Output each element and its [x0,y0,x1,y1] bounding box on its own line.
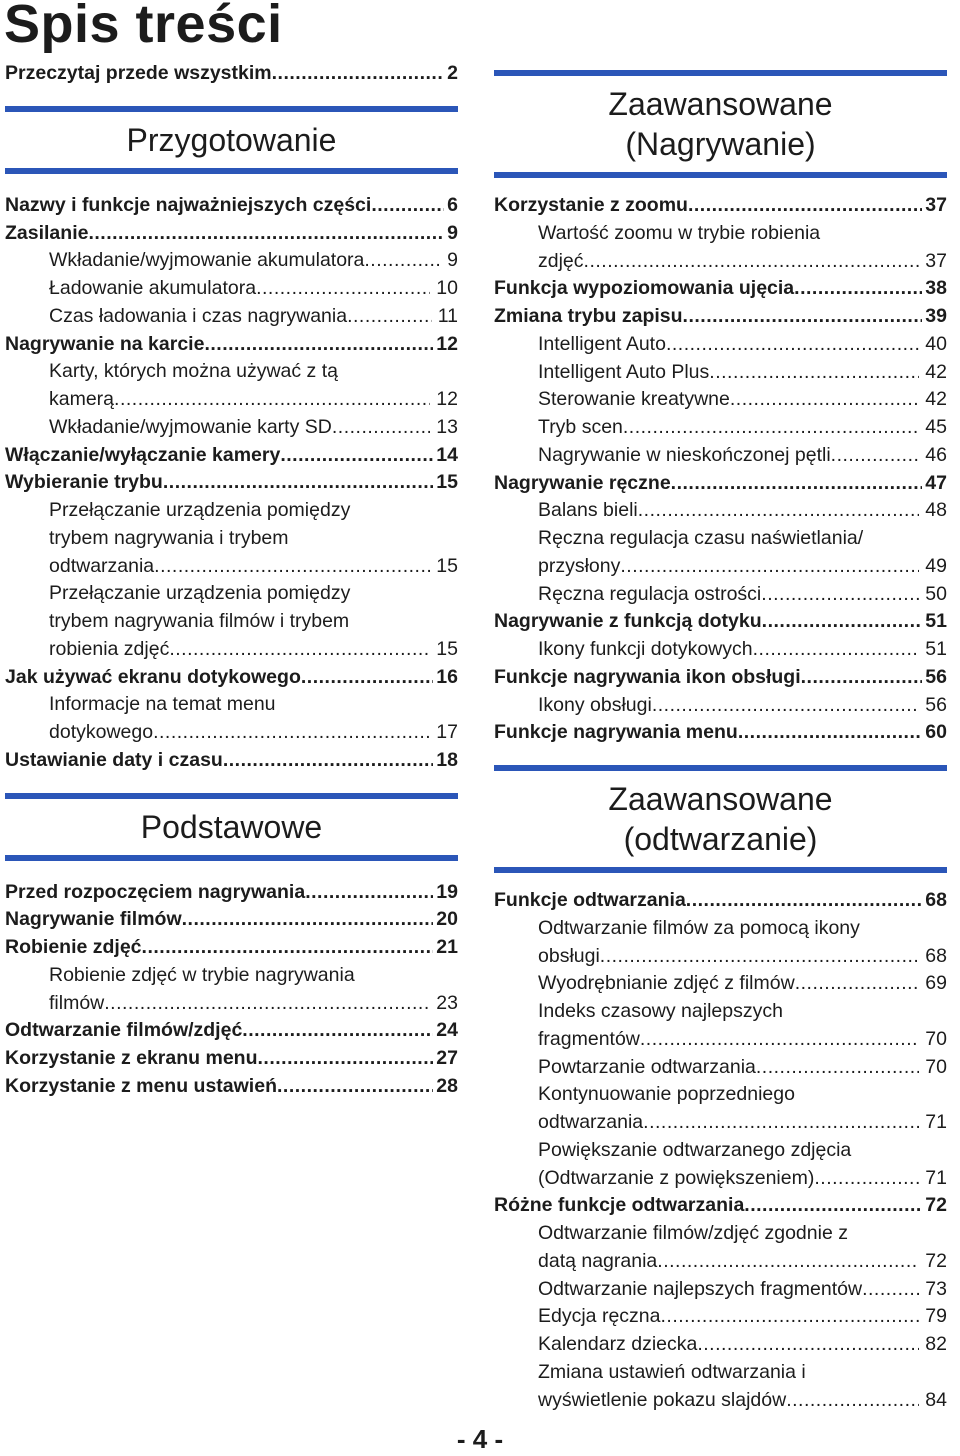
toc-sub-entry[interactable] [494,1303,947,1331]
toc-page-number: 13 [436,415,458,438]
toc-entry-text-line: trybem nagrywania filmów i trybem [49,610,350,632]
toc-page-number: 39 [925,305,947,327]
toc-page-number: 69 [925,972,947,995]
toc-list-przygotowanie [5,192,458,775]
dot-leader [652,692,919,720]
dot-leader [88,220,444,248]
dot-leader [814,1165,919,1193]
dot-leader [688,192,922,220]
toc-sub-entry[interactable] [494,414,947,442]
toc-entry-title: wyświetlenie pokazu slajdów [538,1388,787,1411]
toc-entry-title: filmów [49,991,105,1014]
toc-page-number: 73 [925,1277,947,1300]
toc-page-number: 23 [436,991,458,1014]
toc-page-number: 28 [436,1074,458,1097]
toc-entry-title: Wkładanie/wyjmowanie akumulatora [49,249,365,272]
section-heading-line-1: Zaawansowane [608,86,833,122]
toc-entry-title: fragmentów [538,1027,640,1050]
toc-entry-title: Jak używać ekranu dotykowego [5,665,301,688]
toc-sub-entry[interactable] [494,386,947,414]
toc-sub-entry[interactable] [494,943,947,971]
toc-entry-text-line: trybem nagrywania i trybem [49,526,289,549]
toc-entry-text-line: Kontynuowanie poprzedniego [538,1083,795,1106]
toc-entry-title: obsługi [538,944,600,967]
toc-entry-title: Sterowanie kreatywne [538,388,730,411]
toc-entry-title: Edycja ręczna [538,1305,661,1328]
dot-leader [600,943,920,971]
dot-leader [204,331,433,359]
toc-main-entry[interactable] [5,220,458,248]
toc-entry-title: Funkcje nagrywania menu [494,721,738,744]
toc-page-number: 70 [925,1055,947,1078]
dot-leader [364,247,441,275]
section-heading-line-2: (odtwarzanie) [623,821,818,857]
toc-main-entry[interactable] [494,887,947,915]
toc-entry-title: Kalendarz dziecka [538,1333,698,1355]
dot-leader [794,275,922,303]
toc-sub-entry[interactable] [494,1387,947,1415]
toc-entry-title: Nagrywanie na karcie [5,332,205,355]
toc-page-number: 45 [925,416,947,438]
toc-page-number: 60 [925,721,947,744]
dot-leader [153,719,430,747]
toc-main-entry[interactable] [494,1192,947,1220]
toc-page-number: 2 [447,62,458,84]
dot-leader [258,1045,434,1073]
dot-leader [730,386,919,414]
section-heading-zaawansowane-odtwarzanie [494,765,947,873]
toc-page-number: 51 [925,638,947,660]
toc-entry-title: Ikony funkcji dotykowych [538,638,753,660]
toc-entry-title: Nagrywanie z funkcją dotyku [494,610,762,633]
dot-leader [272,60,445,88]
toc-entry-title: Ładowanie akumulatora [49,277,257,299]
dot-leader [584,248,920,276]
dot-leader [801,664,923,692]
dot-leader [347,303,432,331]
toc-page-number: 9 [447,249,458,272]
dot-leader [761,581,919,609]
section-heading-text: Podstawowe [140,808,323,845]
toc-entry-title: datą nagrania [538,1249,658,1272]
toc-entry-text-line: Przełączanie urządzenia pomiędzy [49,582,351,605]
toc-entry-title: Odtwarzanie filmów/zdjęć [5,1019,243,1042]
dot-leader [697,1331,919,1359]
toc-sub-entry[interactable] [5,719,458,747]
toc-entry-title: Wybieranie trybu [5,471,163,494]
dot-leader [223,747,433,775]
toc-page-number: 17 [436,721,458,743]
dot-leader [142,934,434,962]
toc-entry-title: Różne funkcje odtwarzania [494,1194,745,1217]
toc-page-number: 15 [436,637,458,660]
toc-main-entry[interactable] [5,934,458,962]
dot-leader [169,636,430,664]
dot-leader [332,414,430,442]
toc-entry-title: Przeczytaj przede wszystkim [5,62,272,84]
toc-sub-entry[interactable] [5,275,458,303]
dot-leader [762,608,923,636]
toc-page-number: 47 [925,471,947,494]
dot-leader [744,1192,922,1220]
dot-leader [256,275,430,303]
toc-entry-title: Korzystanie z ekranu menu [5,1047,258,1069]
dot-leader [657,1248,919,1276]
toc-page-number: 9 [447,221,458,244]
toc-sub-entry[interactable] [5,303,458,331]
toc-entry-text-line: Zmiana ustawień odtwarzania i [538,1360,806,1383]
toc-main-entry[interactable] [494,303,947,331]
toc-entry-title: Korzystanie z zoomu [494,194,688,216]
dot-leader [683,303,923,331]
toc-entry-title: Ręczna regulacja ostrości [538,582,762,605]
dot-leader [643,1109,919,1137]
toc-entry-title: Nagrywanie filmów [5,908,182,931]
toc-sub-entry[interactable] [494,553,947,581]
toc-main-entry[interactable] [5,906,458,934]
toc-page-number: 21 [436,936,458,958]
toc-sub-entry[interactable] [494,581,947,609]
toc-entry-title: Nagrywanie w nieskończonej pętli [538,443,831,466]
toc-sub-entry[interactable] [494,1248,947,1276]
toc-entry-title: Włączanie/wyłączanie kamery [5,443,281,466]
toc-sub-entry[interactable] [494,248,947,276]
toc-entry-title: Ustawianie daty i czasu [5,748,223,771]
toc-entry-text-line: Karty, których można używać z tą [49,360,338,383]
toc-page-number: 6 [447,193,458,216]
dot-leader [280,442,433,470]
dot-leader [831,442,920,470]
toc-entry-title: Intelligent Auto [538,332,666,355]
toc-left-column [5,60,458,1101]
dot-leader [623,414,919,442]
toc-entry-title: Ikony obsługi [538,693,652,716]
toc-page-number: 16 [436,665,458,688]
dot-leader [709,359,919,387]
toc-main-entry[interactable] [5,1017,458,1045]
toc-entry-title: Funkcja wypoziomowania ujęcia [494,277,795,300]
dot-leader [795,970,920,998]
section-heading-przygotowanie [5,106,458,174]
toc-sub-entry[interactable] [494,1165,947,1193]
dot-leader [786,1387,919,1415]
toc-sub-entry[interactable] [494,692,947,720]
toc-entry-title: Nazwy i funkcje najważniejszych części [5,193,372,216]
toc-list-zaawansowane-nagrywanie [494,192,947,747]
toc-list-zaawansowane-odtwarzanie [494,887,947,1414]
toc-sub-entry[interactable] [494,359,947,387]
dot-leader [620,553,919,581]
toc-main-entry[interactable] [5,60,458,88]
dot-leader [114,386,430,414]
dot-leader [753,636,920,664]
toc-page-number: 82 [925,1333,947,1355]
dot-leader [277,1073,433,1101]
dot-leader [686,887,923,915]
toc-main-entry[interactable] [494,719,947,747]
toc-page-number: 48 [925,499,947,522]
toc-page-number: 12 [436,388,458,410]
toc-sub-entry[interactable] [494,1109,947,1137]
toc-page-number: 38 [925,277,947,300]
toc-entry-title: Tryb scen [538,416,623,438]
page-number: - 4 - [456,1424,504,1454]
toc-main-entry[interactable] [494,664,947,692]
toc-sub-entry[interactable] [494,1331,947,1359]
toc-entry-title: Robienie zdjęć [5,936,142,958]
toc-page-number: 40 [925,332,947,355]
toc-entry-text-line: Odtwarzanie filmów/zdjęć zgodnie z [538,1222,848,1244]
toc-sub-entry[interactable] [494,497,947,525]
toc-main-entry[interactable] [5,747,458,775]
toc-right-column [494,70,947,1414]
toc-page-number: 46 [925,443,947,466]
toc-page-number: 56 [925,693,947,716]
dot-leader [163,469,433,497]
toc-entry-title: przysłony [538,554,621,577]
toc-page-number: 79 [925,1305,947,1328]
toc-page-number: 20 [436,908,458,931]
toc-sub-entry[interactable] [494,636,947,664]
toc-entry-title: Nagrywanie ręczne [494,471,671,494]
dot-leader [666,331,919,359]
toc-sub-entry[interactable] [5,990,458,1018]
toc-page-number: 12 [436,332,458,355]
toc-main-entry[interactable] [494,192,947,220]
toc-entry-title: Wkładanie/wyjmowanie karty SD [49,415,332,438]
dot-leader [756,1054,919,1082]
toc-page-number: 37 [925,249,947,272]
toc-entry-title: Odtwarzanie najlepszych fragmentów [538,1277,863,1300]
section-heading-line-1: Zaawansowane [608,781,833,817]
toc-main-entry[interactable] [494,275,947,303]
dot-leader [640,1026,919,1054]
toc-sub-entry[interactable] [5,386,458,414]
toc-page-number: 70 [925,1027,947,1050]
toc-entry-text-line: Ręczna regulacja czasu naświetlania/ [538,527,864,549]
toc-entry-text-line: Wartość zoomu w trybie robienia [538,221,821,244]
toc-sub-entry[interactable] [494,1276,947,1304]
toc-entry-title: Intelligent Auto Plus [538,360,710,383]
toc-page-number: 68 [925,889,947,911]
toc-page-number: 71 [925,1111,947,1133]
dot-leader [305,879,433,907]
toc-entry-title: dotykowego [49,721,154,743]
dot-leader [182,906,434,934]
toc-page-number: 72 [925,1249,947,1272]
toc-page-number: 50 [925,582,947,605]
toc-page-number: 42 [925,388,947,411]
toc-main-entry[interactable] [5,1045,458,1073]
toc-main-entry[interactable] [494,470,947,498]
section-heading-podstawowe [5,793,458,861]
toc-sub-entry[interactable] [494,970,947,998]
toc-entry-title: Powtarzanie odtwarzania [538,1055,756,1078]
toc-entry-text-line: Odtwarzanie filmów za pomocą ikony [538,916,860,939]
toc-entry-text-line: Informacje na temat menu [49,693,276,716]
section-heading-zaawansowane-nagrywanie [494,70,947,178]
toc-main-entry[interactable] [494,608,947,636]
toc-entry-title: odtwarzania [538,1111,644,1133]
toc-page-number: 42 [925,360,947,383]
toc-page-number: 49 [925,554,947,577]
toc-sub-entry[interactable] [494,442,947,470]
toc-page-number: 71 [925,1166,947,1189]
toc-main-entry[interactable] [5,331,458,359]
toc-entry-title: Zmiana trybu zapisu [494,305,683,327]
dot-leader [154,553,430,581]
toc-entry-title: robienia zdjęć [49,637,170,660]
dot-leader [671,470,923,498]
toc-entry-title: Czas ładowania i czas nagrywania [49,304,348,327]
page-title: Spis treści [4,0,283,54]
toc-main-entry[interactable] [5,879,458,907]
toc-page-number: 56 [925,665,947,688]
toc-sub-entry[interactable] [5,247,458,275]
dot-leader [104,990,430,1018]
toc-entry-text-line: Przełączanie urządzenia pomiędzy [49,499,351,521]
toc-page-number: 72 [925,1194,947,1217]
toc-main-entry[interactable] [5,192,458,220]
toc-entry-text-line: Indeks czasowy najlepszych [538,1000,783,1022]
dot-leader [242,1017,433,1045]
toc-entry-title: Balans bieli [538,499,638,522]
section-heading-text: Przygotowanie [126,121,337,158]
toc-sub-entry[interactable] [494,1026,947,1054]
toc-page-number: 68 [925,944,947,967]
toc-page-number: 14 [436,443,458,466]
toc-entry-title: Zasilanie [5,221,89,244]
toc-page-number: 24 [436,1019,458,1042]
toc-page-number: 10 [436,277,458,299]
toc-entry-title: kamerą [49,388,115,410]
dot-leader [371,192,444,220]
toc-main-entry[interactable] [5,664,458,692]
toc-list-podstawowe [5,879,458,1101]
toc-page-number: 51 [925,610,947,633]
toc-main-entry[interactable] [5,1073,458,1101]
toc-sub-entry[interactable] [5,414,458,442]
toc-sub-entry[interactable] [494,1054,947,1082]
toc-page-number: 18 [436,748,458,771]
toc-entry-title: Funkcje nagrywania ikon obsługi [494,665,801,688]
toc-main-entry[interactable] [5,442,458,470]
toc-sub-entry[interactable] [5,553,458,581]
dot-leader [862,1276,919,1304]
toc-sub-entry[interactable] [494,331,947,359]
toc-entry-title: Korzystanie z menu ustawień [5,1074,277,1097]
toc-entry-text-line: Powiększanie odtwarzanego zdjęcia [538,1138,852,1161]
dot-leader [301,664,433,692]
toc-entry-title: zdjęć [538,249,584,272]
dot-leader [738,719,922,747]
section-heading-line-2: (Nagrywanie) [625,126,816,162]
toc-entry-title: Wyodrębnianie zdjęć z filmów [538,972,795,995]
toc-page-number: 84 [925,1388,947,1411]
toc-main-entry[interactable] [5,469,458,497]
toc-entry-title: odtwarzania [49,554,155,577]
toc-page-number: 15 [436,471,458,494]
toc-page-number: 37 [925,194,947,216]
toc-page-number: 15 [436,554,458,577]
toc-entry-title: Funkcje odtwarzania [494,889,686,911]
toc-entry-title: Przed rozpoczęciem nagrywania [5,880,306,903]
dot-leader [638,497,920,525]
toc-page-number: 19 [436,880,458,903]
toc-page-number: 27 [436,1047,458,1069]
dot-leader [660,1303,919,1331]
toc-page-number: 11 [437,304,458,327]
toc-entry-text-line: Robienie zdjęć w trybie nagrywania [49,963,355,986]
toc-sub-entry[interactable] [5,636,458,664]
toc-entry-title: (Odtwarzanie z powiększeniem) [538,1166,815,1189]
